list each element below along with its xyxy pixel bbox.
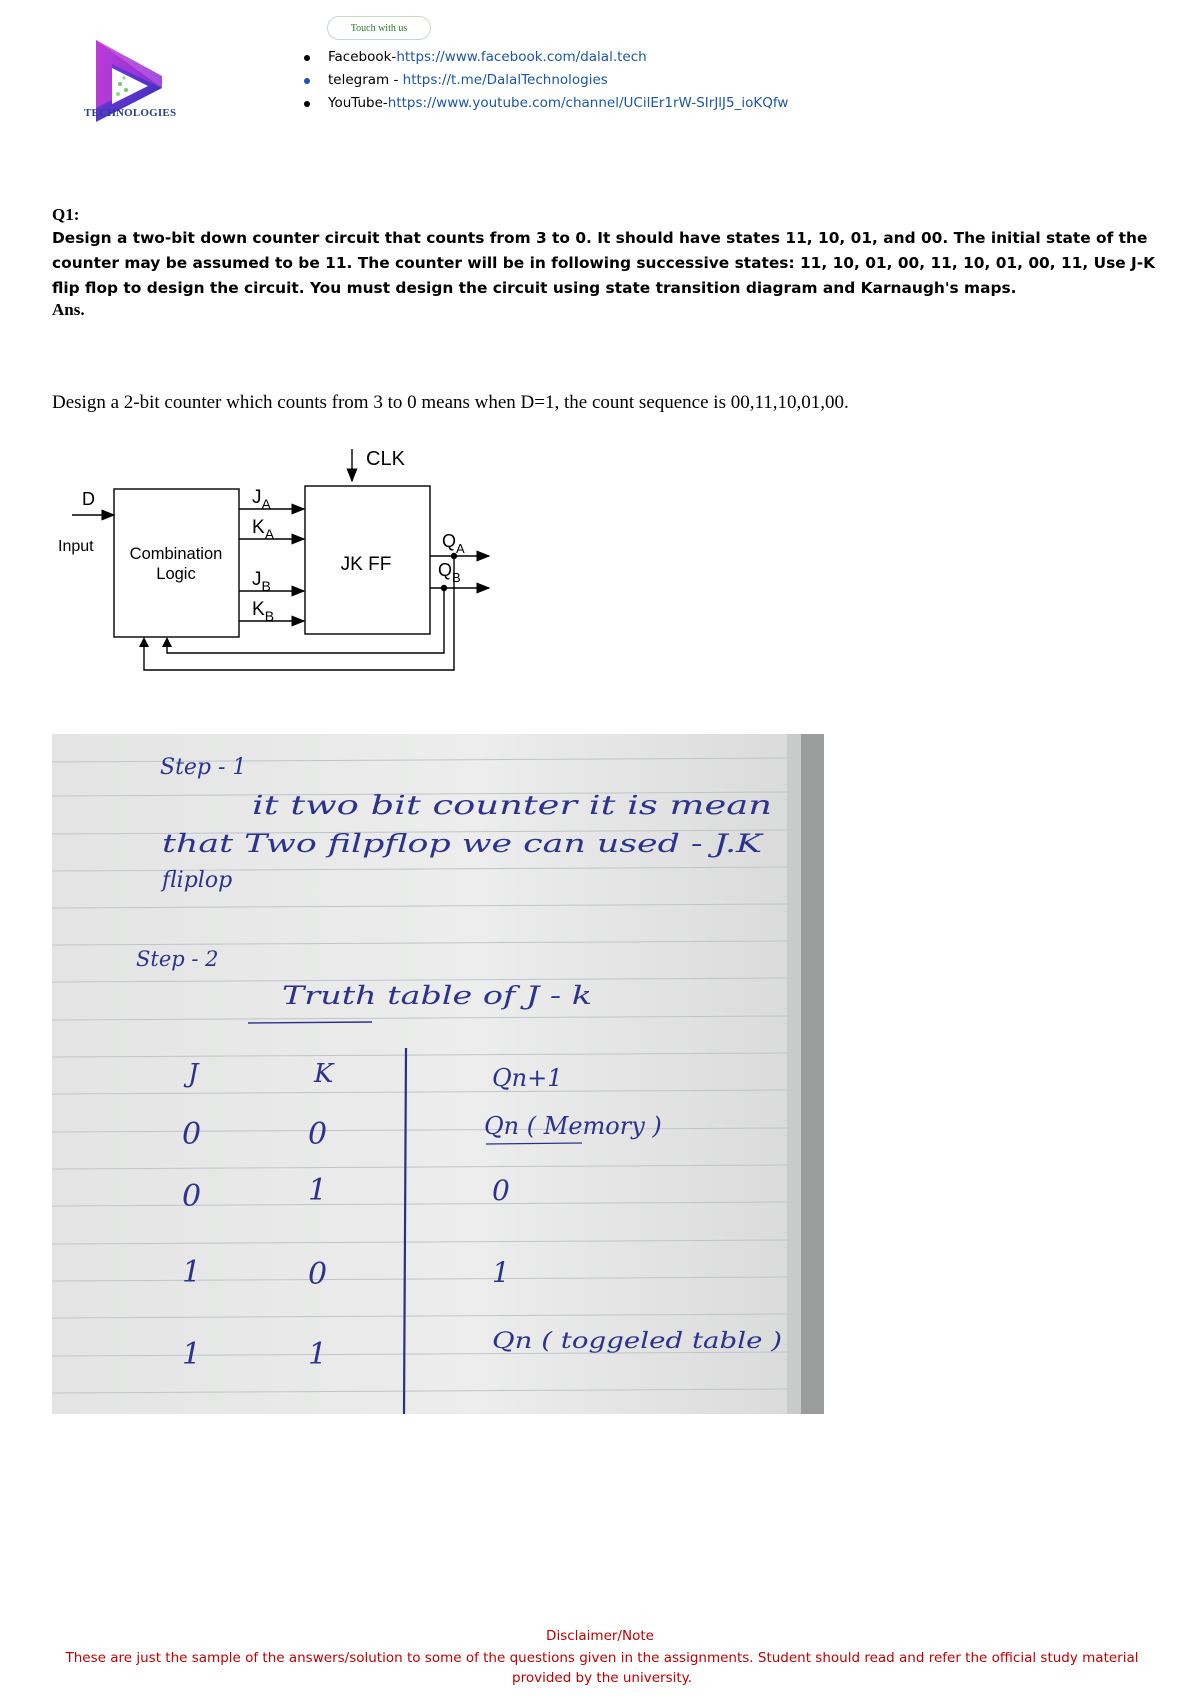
- youtube-label: YouTube-: [328, 95, 388, 111]
- company-logo: [52, 28, 212, 178]
- logo-text: TECHNOLOGIES: [84, 107, 177, 119]
- row4-q: Qn ( toggeled table ): [492, 1329, 782, 1354]
- jb-label: $J_B$: [252, 569, 271, 594]
- telegram-url[interactable]: https://t.me/DalalTechnologies: [402, 72, 608, 88]
- touch-with-us-badge: Touch with us: [327, 16, 431, 40]
- bullet-icon: [304, 55, 310, 61]
- handwritten-notebook-photo: [52, 734, 824, 1414]
- facebook-label: Facebook-: [328, 49, 397, 65]
- question-heading: Q1:: [52, 205, 80, 224]
- step1-line2: that Two filpflop we can used - J.K: [162, 829, 764, 858]
- row1-j: 0: [182, 1117, 202, 1152]
- row1-q: Qn ( Memory ): [484, 1112, 662, 1140]
- social-links-list: [300, 46, 788, 115]
- input-label: Input: [58, 538, 94, 555]
- combination-logic-block: [114, 489, 239, 637]
- question-text: Design a two-bit down counter circuit that counts from 3 to 0. It should have states 11, 10, 01, and 00. The initial state of the counter may be assumed to be 11. The counter will be in following successive states: 11, 10, 01, 00, 11, 10, 01, 00, 11, Use J-K flip flop to design the circuit. You must design the circuit using state transition diagram and Karnaugh's maps.: [52, 229, 1156, 297]
- telegram-label: telegram -: [328, 72, 403, 88]
- step2-label: Step - 2: [136, 947, 219, 971]
- col-j-header: J: [188, 1059, 199, 1089]
- clk-label: CLK: [366, 448, 405, 470]
- counter-block-diagram: [52, 445, 512, 685]
- col-k-header: K: [314, 1059, 334, 1089]
- row3-j: 1: [182, 1255, 202, 1290]
- ka-label: $K_A$: [252, 517, 275, 542]
- row2-j: 0: [182, 1179, 202, 1214]
- disclaimer-title: Disclaimer/Note: [546, 1628, 654, 1644]
- row1-k: 0: [308, 1117, 328, 1152]
- row4-j: 1: [182, 1337, 202, 1372]
- answer-label: Ans.: [52, 300, 85, 319]
- logic-label-line2: Logic: [156, 565, 196, 583]
- col-q-header: Qn+1: [492, 1064, 563, 1092]
- row3-k: 0: [308, 1257, 328, 1292]
- table-title: Truth table of J - k: [282, 981, 592, 1010]
- bullet-icon: [304, 78, 310, 84]
- step1-label: Step - 1: [160, 755, 247, 780]
- qa-label: $Q_A$: [442, 531, 465, 556]
- logic-label-line1: Combination: [129, 545, 223, 563]
- jk-ff-label: JK FF: [340, 554, 392, 575]
- kb-label: $K_B$: [252, 599, 275, 624]
- facebook-link-item[interactable]: [300, 46, 788, 69]
- ja-label: $J_A$: [252, 487, 271, 512]
- step1-line1: it two bit counter it is mean: [252, 791, 772, 821]
- design-statement: Design a 2-bit counter which counts from 3 to 0 means when D=1, the count sequence is 00,11,10,01,00.: [52, 392, 849, 413]
- youtube-url[interactable]: https://www.youtube.com/channel/UCilEr1rW-SIrJlJ5_ioKQfw: [387, 95, 789, 111]
- step1-line3: fliplop: [162, 868, 233, 893]
- row4-k: 1: [308, 1337, 328, 1372]
- facebook-url[interactable]: https://www.facebook.com/dalal.tech: [396, 49, 647, 65]
- row2-q: 0: [492, 1174, 510, 1207]
- qb-label: $Q_B$: [438, 560, 461, 585]
- bullet-icon: [304, 101, 310, 107]
- row2-k: 1: [308, 1173, 328, 1208]
- youtube-link-item[interactable]: [300, 92, 788, 115]
- telegram-link-item[interactable]: [300, 69, 788, 92]
- d-label: D: [82, 489, 95, 509]
- disclaimer-body: These are just the sample of the answers/solution to some of the questions given in the assignments. Student should read and refer the official study material provided by the university.: [65, 1650, 1139, 1686]
- row3-q: 1: [492, 1256, 510, 1289]
